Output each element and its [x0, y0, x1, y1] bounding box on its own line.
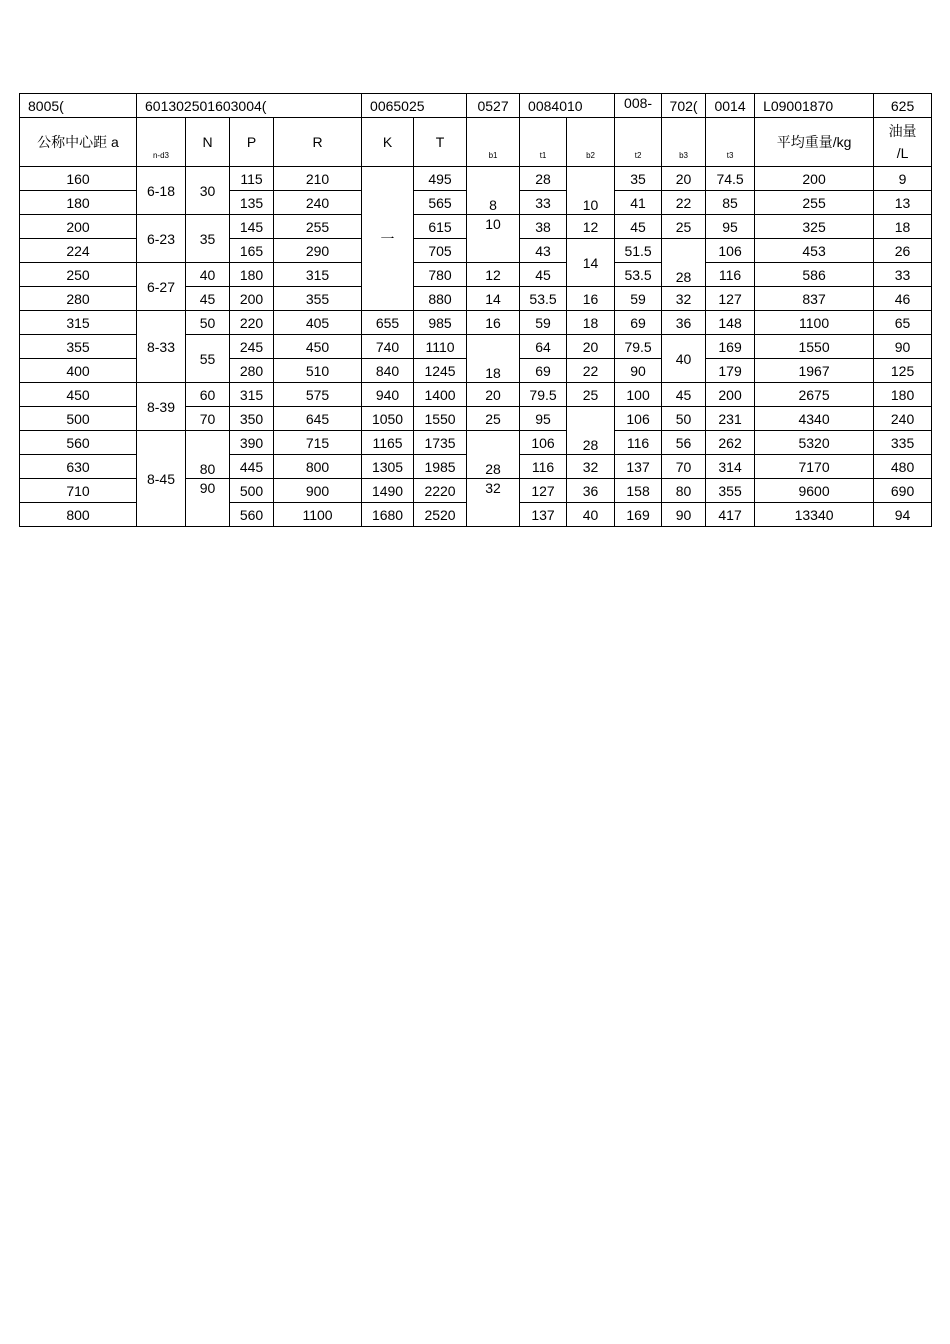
cell-nd3: 8-45	[137, 431, 186, 527]
cell-p: 445	[230, 455, 274, 479]
header-b1: b1	[467, 118, 520, 167]
cell-k: 1680	[362, 503, 414, 527]
cell-t1: 33	[520, 191, 567, 215]
table-row	[20, 263, 932, 287]
header-nd3: n-d3	[137, 118, 186, 167]
cell-t1: 106	[520, 431, 567, 455]
cell-b1: 25	[467, 407, 520, 431]
cell-t: 1110	[414, 335, 467, 359]
cell-b1: 8	[467, 167, 520, 215]
cell-t: 1735	[414, 431, 467, 455]
cell-t: 880	[414, 287, 467, 311]
cell-k: 一	[362, 167, 414, 311]
cell-weight: 1550	[755, 335, 874, 359]
cell-k: 1490	[362, 479, 414, 503]
cell-a: 500	[20, 407, 137, 431]
cell-t1: 137	[520, 503, 567, 527]
header-t2: t2	[615, 118, 662, 167]
cell-oil: 480	[874, 455, 932, 479]
cell-t3: 314	[706, 455, 755, 479]
cell-r: 210	[274, 167, 362, 191]
cell-t3: 262	[706, 431, 755, 455]
cell-t3: 116	[706, 263, 755, 287]
cell-weight: 7170	[755, 455, 874, 479]
cell-b2: 36	[567, 479, 615, 503]
cell-a: 630	[20, 455, 137, 479]
cell-t3: 127	[706, 287, 755, 311]
cell-p: 145	[230, 215, 274, 239]
cell-weight: 4340	[755, 407, 874, 431]
cell-t3: 169	[706, 335, 755, 359]
cell-b3: 20	[662, 167, 706, 191]
cell-t2: 53.5	[615, 263, 662, 287]
cell-b2: 22	[567, 359, 615, 383]
cell-r: 800	[274, 455, 362, 479]
cell-n: 80	[186, 431, 230, 479]
cell-nd3: 6-27	[137, 263, 186, 311]
cell-weight: 255	[755, 191, 874, 215]
cell-t: 615	[414, 215, 467, 239]
cell-r: 900	[274, 479, 362, 503]
cell-t3: 95	[706, 215, 755, 239]
cell-b2: 16	[567, 287, 615, 311]
cell-oil: 18	[874, 215, 932, 239]
cell-t1: 64	[520, 335, 567, 359]
cell-r: 1100	[274, 503, 362, 527]
cell-a: 224	[20, 239, 137, 263]
cell-b1: 14	[467, 287, 520, 311]
cell-weight: 325	[755, 215, 874, 239]
cell-t: 985	[414, 311, 467, 335]
cell-a: 710	[20, 479, 137, 503]
cell-r: 405	[274, 311, 362, 335]
cell-t: 1985	[414, 455, 467, 479]
cell-oil: 26	[874, 239, 932, 263]
cell-oil: 46	[874, 287, 932, 311]
top-cell: 625	[874, 94, 932, 118]
top-cell: L09001870	[755, 94, 874, 118]
header-n: N	[186, 118, 230, 167]
header-t: T	[414, 118, 467, 167]
cell-oil: 125	[874, 359, 932, 383]
cell-oil: 240	[874, 407, 932, 431]
cell-a: 200	[20, 215, 137, 239]
cell-t: 1400	[414, 383, 467, 407]
cell-p: 350	[230, 407, 274, 431]
cell-nd3: 6-23	[137, 215, 186, 263]
cell-n: 35	[186, 215, 230, 263]
cell-b1: 20	[467, 383, 520, 407]
cell-n: 90	[186, 479, 230, 527]
cell-t2: 169	[615, 503, 662, 527]
cell-b3: 22	[662, 191, 706, 215]
cell-t: 780	[414, 263, 467, 287]
cell-t3: 106	[706, 239, 755, 263]
header-center-distance: 公称中心距 a	[20, 118, 137, 167]
cell-t3: 417	[706, 503, 755, 527]
cell-p: 220	[230, 311, 274, 335]
cell-b3: 36	[662, 311, 706, 335]
cell-weight: 1100	[755, 311, 874, 335]
cell-b2: 14	[567, 239, 615, 287]
cell-b1: 32	[467, 479, 520, 527]
cell-n: 50	[186, 311, 230, 335]
header-t1: t1	[520, 118, 567, 167]
top-cell: 0014	[706, 94, 755, 118]
cell-r: 450	[274, 335, 362, 359]
table-row	[20, 167, 932, 191]
cell-nd3: 8-39	[137, 383, 186, 431]
cell-oil: 180	[874, 383, 932, 407]
cell-t1: 95	[520, 407, 567, 431]
top-cell: 8005(	[20, 94, 137, 118]
cell-t3: 231	[706, 407, 755, 431]
top-row	[20, 94, 932, 118]
cell-t2: 59	[615, 287, 662, 311]
cell-oil: 65	[874, 311, 932, 335]
cell-b3: 56	[662, 431, 706, 455]
cell-b2: 25	[567, 383, 615, 407]
cell-oil: 690	[874, 479, 932, 503]
cell-b3: 25	[662, 215, 706, 239]
cell-k: 740	[362, 335, 414, 359]
cell-r: 255	[274, 215, 362, 239]
cell-t1: 45	[520, 263, 567, 287]
cell-a: 160	[20, 167, 137, 191]
cell-t2: 137	[615, 455, 662, 479]
cell-a: 280	[20, 287, 137, 311]
cell-t2: 41	[615, 191, 662, 215]
cell-t3: 179	[706, 359, 755, 383]
cell-a: 560	[20, 431, 137, 455]
table-row	[20, 311, 932, 335]
cell-a: 450	[20, 383, 137, 407]
cell-n: 55	[186, 335, 230, 383]
cell-b2: 10	[567, 167, 615, 215]
cell-b3: 28	[662, 239, 706, 287]
cell-t2: 158	[615, 479, 662, 503]
cell-b2: 28	[567, 407, 615, 455]
cell-r: 355	[274, 287, 362, 311]
cell-t: 2220	[414, 479, 467, 503]
cell-a: 800	[20, 503, 137, 527]
cell-t1: 116	[520, 455, 567, 479]
cell-weight: 13340	[755, 503, 874, 527]
cell-oil: 13	[874, 191, 932, 215]
cell-b1: 10	[467, 215, 520, 263]
cell-r: 510	[274, 359, 362, 383]
cell-t2: 100	[615, 383, 662, 407]
cell-b3: 80	[662, 479, 706, 503]
cell-r: 290	[274, 239, 362, 263]
cell-t3: 148	[706, 311, 755, 335]
cell-t3: 355	[706, 479, 755, 503]
cell-weight: 5320	[755, 431, 874, 455]
cell-k: 1165	[362, 431, 414, 455]
cell-t3: 85	[706, 191, 755, 215]
cell-t1: 79.5	[520, 383, 567, 407]
cell-t: 705	[414, 239, 467, 263]
cell-t3: 74.5	[706, 167, 755, 191]
cell-t1: 53.5	[520, 287, 567, 311]
cell-oil: 90	[874, 335, 932, 359]
header-t3: t3	[706, 118, 755, 167]
cell-weight: 2675	[755, 383, 874, 407]
top-cell: 601302501603004(	[137, 94, 362, 118]
cell-n: 30	[186, 167, 230, 215]
cell-r: 575	[274, 383, 362, 407]
cell-t: 1245	[414, 359, 467, 383]
cell-k: 655	[362, 311, 414, 335]
cell-t2: 90	[615, 359, 662, 383]
cell-a: 355	[20, 335, 137, 359]
header-weight: 平均重量/kg	[755, 118, 874, 167]
cell-t: 495	[414, 167, 467, 191]
cell-a: 180	[20, 191, 137, 215]
cell-p: 200	[230, 287, 274, 311]
cell-t1: 69	[520, 359, 567, 383]
cell-b1: 12	[467, 263, 520, 287]
cell-b3: 45	[662, 383, 706, 407]
cell-t: 565	[414, 191, 467, 215]
cell-t2: 51.5	[615, 239, 662, 263]
cell-b2: 40	[567, 503, 615, 527]
table-row	[20, 383, 932, 407]
cell-n: 40	[186, 263, 230, 287]
cell-p: 560	[230, 503, 274, 527]
cell-weight: 586	[755, 263, 874, 287]
cell-a: 315	[20, 311, 137, 335]
table-row	[20, 431, 932, 455]
cell-b3: 50	[662, 407, 706, 431]
cell-nd3: 6-18	[137, 167, 186, 215]
cell-p: 115	[230, 167, 274, 191]
cell-t1: 28	[520, 167, 567, 191]
cell-oil: 33	[874, 263, 932, 287]
cell-a: 250	[20, 263, 137, 287]
cell-weight: 453	[755, 239, 874, 263]
cell-t1: 38	[520, 215, 567, 239]
cell-p: 500	[230, 479, 274, 503]
cell-p: 135	[230, 191, 274, 215]
cell-oil: 94	[874, 503, 932, 527]
top-cell: 0065025	[362, 94, 467, 118]
cell-r: 315	[274, 263, 362, 287]
header-b3: b3	[662, 118, 706, 167]
cell-b2: 12	[567, 215, 615, 239]
cell-t: 1550	[414, 407, 467, 431]
cell-t2: 79.5	[615, 335, 662, 359]
header-r: R	[274, 118, 362, 167]
spec-table	[19, 93, 932, 527]
cell-t3: 200	[706, 383, 755, 407]
cell-nd3: 8-33	[137, 311, 186, 383]
cell-t2: 35	[615, 167, 662, 191]
cell-t1: 43	[520, 239, 567, 263]
cell-p: 180	[230, 263, 274, 287]
cell-t2: 116	[615, 431, 662, 455]
cell-p: 315	[230, 383, 274, 407]
table-row	[20, 215, 932, 239]
cell-p: 165	[230, 239, 274, 263]
cell-weight: 837	[755, 287, 874, 311]
header-k: K	[362, 118, 414, 167]
cell-r: 715	[274, 431, 362, 455]
cell-t: 2520	[414, 503, 467, 527]
cell-r: 240	[274, 191, 362, 215]
cell-b3: 70	[662, 455, 706, 479]
cell-n: 60	[186, 383, 230, 407]
cell-weight: 200	[755, 167, 874, 191]
cell-k: 1305	[362, 455, 414, 479]
cell-t1: 59	[520, 311, 567, 335]
cell-p: 280	[230, 359, 274, 383]
cell-k: 840	[362, 359, 414, 383]
cell-weight: 9600	[755, 479, 874, 503]
top-cell: 0527	[467, 94, 520, 118]
cell-k: 1050	[362, 407, 414, 431]
cell-oil: 9	[874, 167, 932, 191]
cell-p: 390	[230, 431, 274, 455]
cell-t2: 106	[615, 407, 662, 431]
cell-b1: 28	[467, 431, 520, 479]
top-cell: 0084010	[520, 94, 615, 118]
cell-b3: 32	[662, 287, 706, 311]
header-b2: b2	[567, 118, 615, 167]
cell-oil: 335	[874, 431, 932, 455]
cell-b2: 32	[567, 455, 615, 479]
cell-r: 645	[274, 407, 362, 431]
cell-t2: 45	[615, 215, 662, 239]
cell-n: 70	[186, 407, 230, 431]
top-cell: 008-	[615, 94, 662, 118]
header-p: P	[230, 118, 274, 167]
cell-b1: 16	[467, 311, 520, 335]
top-cell: 702(	[662, 94, 706, 118]
cell-b1: 18	[467, 335, 520, 383]
cell-b2: 20	[567, 335, 615, 359]
cell-p: 245	[230, 335, 274, 359]
cell-b3: 40	[662, 335, 706, 383]
header-row	[20, 118, 932, 167]
cell-t2: 69	[615, 311, 662, 335]
cell-k: 940	[362, 383, 414, 407]
cell-weight: 1967	[755, 359, 874, 383]
cell-t1: 127	[520, 479, 567, 503]
cell-b3: 90	[662, 503, 706, 527]
cell-a: 400	[20, 359, 137, 383]
cell-b2: 18	[567, 311, 615, 335]
header-oil: 油量 /L	[874, 118, 932, 167]
cell-n: 45	[186, 287, 230, 311]
